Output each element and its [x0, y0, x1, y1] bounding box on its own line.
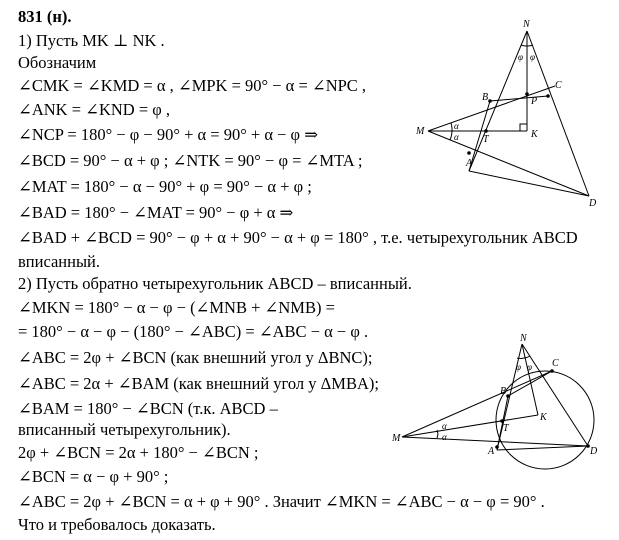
text-line-12: ∠MKN = 180° − α − φ − (∠MNB + ∠NMB) = [18, 298, 335, 317]
label-alpha-2: α [454, 132, 459, 142]
label-phi-2: φ [530, 52, 535, 62]
label-D: D [589, 198, 597, 209]
label-phi-2b: φ [527, 362, 532, 372]
label-M: M [416, 126, 425, 137]
label-A: A [466, 158, 473, 169]
angle-arc-M-2b [437, 434, 438, 438]
label-M-2: M [392, 433, 401, 444]
label-P: P [531, 96, 538, 107]
label-N-2: N [520, 333, 527, 344]
text-line-11: 2) Пусть обратно четырехугольник ABCD – вписанный. [18, 274, 412, 293]
label-C: C [555, 80, 562, 91]
line-MK-2 [402, 415, 538, 437]
text-line-9: ∠BAD + ∠BCD = 90° − φ + α + 90° − α + φ = 180° , т.е. четырехугольник ABCD [18, 228, 578, 247]
line-AD-2 [497, 446, 588, 450]
text-line-15: ∠ABC = 2α + ∠BAM (как внешний угол у ΔMBA); [18, 374, 379, 393]
point-B-2 [506, 394, 510, 398]
text-line-21: Что и требовалось доказать. [18, 515, 216, 534]
text-line-18: 2φ + ∠BCN = 2α + 180° − ∠BCN ; [18, 443, 259, 462]
text-line-8: ∠BAD = 180° − ∠MAT = 90° − φ + α ⇒ [18, 203, 294, 222]
line-MC-2 [402, 371, 552, 437]
label-K-2: K [540, 412, 547, 423]
label-K: K [531, 129, 538, 140]
line-NK-2 [522, 344, 538, 415]
text-line-16: ∠BAM = 180° − ∠BCN (т.к. ABCD – [18, 399, 278, 418]
problem-number: 831 (н). [18, 7, 72, 26]
label-alpha-2b: α [442, 432, 447, 442]
text-line-13: = 180° − α − φ − (180° − ∠ABC) = ∠ABC − α − φ . [18, 322, 369, 341]
text-line-19: ∠BCN = α − φ + 90° ; [18, 467, 169, 486]
line-MD-2 [402, 437, 588, 446]
label-C-2: C [552, 358, 559, 369]
label-B-2: B [500, 386, 507, 397]
label-phi-2a: φ [516, 362, 521, 372]
text-line-3: ∠CMK = ∠KMD = α , ∠MPK = 90° − α = ∠NPC , [18, 76, 367, 95]
label-alpha-2a: α [442, 421, 447, 431]
text-line-6: ∠BCD = 90° − α + φ ; ∠NTK = 90° − φ = ∠MTA ; [18, 151, 363, 170]
text-line-10: вписанный. [18, 252, 101, 271]
angle-arc-M-2a [437, 430, 438, 434]
text-line-2: Обозначим [18, 53, 97, 72]
label-phi-1: φ [518, 52, 523, 62]
text-line-4: ∠ANK = ∠KND = φ , [18, 100, 171, 119]
label-alpha-1: α [454, 121, 459, 131]
label-B: B [482, 92, 489, 103]
text-line-14: ∠ABC = 2φ + ∠BCN (как внешний угол у ΔBNC); [18, 348, 373, 367]
label-T-2: T [503, 423, 509, 434]
point-C-2 [550, 369, 554, 373]
label-D-2: D [590, 446, 598, 457]
text-line-5: ∠NCP = 180° − φ − 90° + α = 90° + α − φ ⇒ [18, 125, 319, 144]
text-line-20: ∠ABC = 2φ + ∠BCN = α + φ + 90° . Значит ∠MKN = ∠ABC − α − φ = 90° . [18, 492, 545, 511]
text-line-7: ∠MAT = 180° − α − 90° + φ = 90° − α + φ ; [18, 177, 312, 196]
label-T: T [483, 134, 489, 145]
text-line-17: вписанный четырехугольник). [18, 420, 231, 439]
label-A-2: A [488, 446, 495, 457]
text-line-1: 1) Пусть MK ⊥ NK . [18, 31, 165, 50]
line-NA-2 [497, 344, 522, 450]
point-A-2 [495, 445, 499, 449]
label-N: N [523, 19, 530, 30]
